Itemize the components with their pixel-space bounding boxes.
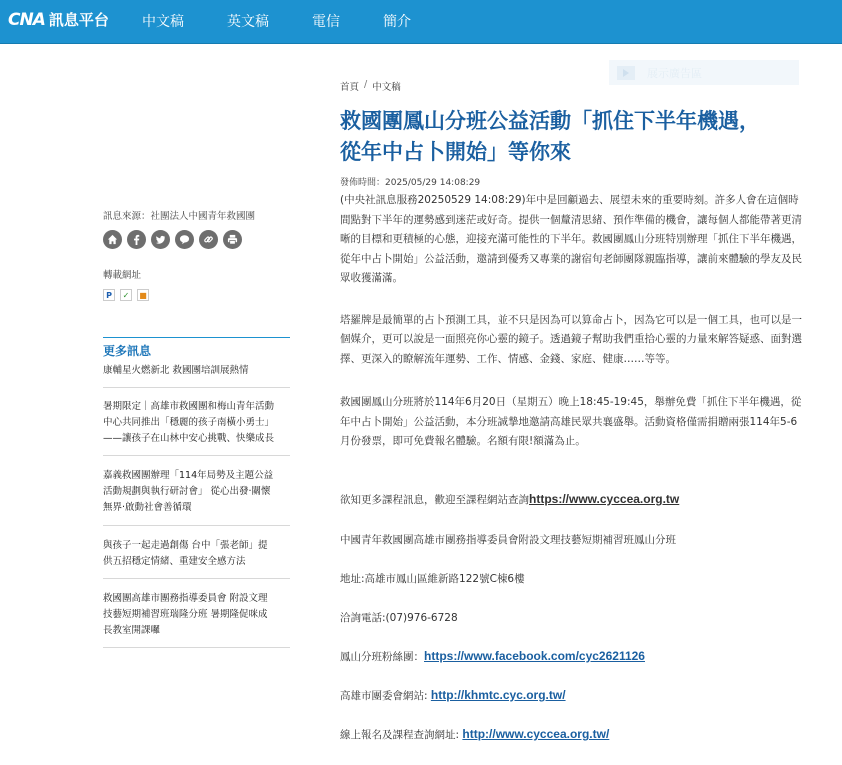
breadcrumb-home[interactable]: 首頁 [340,82,360,93]
twitter-icon[interactable] [151,230,170,249]
more-news-item[interactable] [103,388,290,456]
more-news-item[interactable] [103,456,290,526]
more-news-text: 長教室開課囉 [103,625,161,636]
khmtc-link[interactable]: http://khmtc.cyc.org.tw/ [430,688,566,702]
article-paragraph: (中央社訊息服務20250529 14:08:29)年中是回顧過去、展望未來的重要時刻。許多人會在這個時間點對下半年的運勢感到迷茫或好奇。提供一個釐清思緒、預作準備的機會，讓每個人都能帶著更清晰的目標和更積極的心態，迎接充滿可能性的下半年。救國團鳳山分班特別辦理「抓住下半年機遇，從年中占卜開始」公益活動，邀請到優秀又專業的謝宿旬老師團隊親臨指導，讓前來體驗的學友及民眾收獲滿滿。 [340,194,802,284]
address: 地址:高雄市鳳山區維新路122號C棟6樓 [340,573,525,585]
more-news-text: 活動規劃與執行研討會」 從心出發·關懷 [103,486,271,497]
khmtc-line [340,688,566,703]
article-paragraph: 塔羅牌是最簡單的占卜預測工具，並不只是因為可以算命占卜，因為它可以是一個工具，也可以是一個媒介，更可以說是一面照亮你心靈的鏡子。透過鏡子幫助我們重拾心靈的力量來解答疑惑、面對選擇、更深入的瞭解流年運勢、工作、情感、金錢、家庭、健康……等等。 [340,313,802,365]
link-icon[interactable] [199,230,218,249]
ad-text: 展示廣告區 [647,66,702,80]
more-news-text: 無界·啟動社會善循環 [103,502,192,513]
course-info-text: 欲知更多課程訊息，歡迎至課程網站查詢 [340,494,529,506]
ad-banner[interactable] [609,60,799,85]
more-news-list [103,363,290,648]
article-body [340,191,803,452]
phone: 洽詢電話:(07)976-6728 [340,612,458,624]
breadcrumb-separator: / [364,79,368,90]
more-news-text: 康輔星火燃新北 救國團培訓展熱情 [103,365,249,376]
article-title-line: 救國團鳳山分班公益活動「抓住下半年機遇， [340,109,760,133]
site-icon-p[interactable]: P [103,289,115,301]
more-news-text: 中心共同推出「穩麗的孩子南橫小勇士」 [103,417,275,428]
share-buttons [103,230,247,249]
news-source: 訊息來源：社團法人中國青年救國團 [103,211,256,222]
site-title: 訊息平台 [48,11,109,29]
nav-item-english[interactable]: 英文稿 [227,14,269,30]
more-news-item[interactable] [103,526,290,579]
more-news-text: 與孩子一起走過創傷 台中「張老師」提 [103,540,268,551]
more-news-text: 暑期限定｜高雄市救國團和梅山青年活動 [103,401,275,412]
facebook-label: 鳳山分班粉絲團： [340,651,424,663]
nav-item-telecom[interactable]: 電信 [312,14,340,30]
home-icon[interactable] [103,230,122,249]
site-icon-check[interactable]: ✓ [120,289,132,301]
course-info-line [340,492,679,507]
breadcrumb-category[interactable]: 中文稿 [372,82,401,93]
publish-time: 發佈時間：2025/05/29 14:08:29 [340,178,481,188]
online-registration-line [340,727,609,742]
article-paragraph: 救國團鳳山分班將於114年6月20日（星期五）晚上18:45-19:45，舉辦免費「抓住下半年機遇，從年中占卜開始」公益活動，本分班誠摯地邀請高雄民眾共襄盛舉。活動資格僅需捐贈兩張114年5-6月份發票，即可免費報名體驗。名額有限!額滿為止。 [340,396,802,447]
more-news-text: ——讓孩子在山林中安心挑戰、快樂成長 [103,433,275,444]
site-logo[interactable] [8,9,109,30]
more-news-text: 技藝短期補習班瑞隆分班 暑期隆促咪成 [103,609,268,620]
nav-item-chinese[interactable]: 中文稿 [142,14,184,30]
line-icon[interactable] [175,230,194,249]
main-nav [142,0,454,44]
more-news-text: 供五招穩定情緒、重建安全感方法 [103,556,246,567]
sidebar-divider [103,337,290,338]
online-registration-link[interactable]: http://www.cyccea.org.tw/ [462,727,610,741]
article-title-line: 從年中占卜開始」等你來 [340,140,571,164]
khmtc-label: 高雄市團委會網站: [340,690,431,702]
online-registration-label: 線上報名及課程查詢網址: [340,729,463,741]
breadcrumb [340,79,401,93]
article-title [340,106,800,168]
print-icon[interactable] [223,230,242,249]
facebook-icon[interactable] [127,230,146,249]
site-icon-square[interactable]: ■ [137,289,149,301]
cna-logo-mark: CNA [8,9,45,30]
course-website-link[interactable]: https://www.cyccea.org.tw [529,492,680,506]
organization-name: 中國青年救國團高雄市團務指導委員會附設文理技藝短期補習班鳳山分班 [340,534,676,546]
reprint-url-label: 轉載網址 [103,270,142,281]
play-icon [617,66,635,80]
facebook-line [340,649,645,664]
more-news-item[interactable] [103,579,290,648]
nav-item-about[interactable]: 簡介 [383,14,411,30]
more-news-text: 救國團高雄市團務指導委員會 附設文理 [103,593,268,604]
more-news-item[interactable] [103,363,290,388]
more-news-title: 更多訊息 [103,344,152,358]
top-nav-bar [0,0,842,44]
site-icon-row [103,289,154,301]
facebook-link[interactable]: https://www.facebook.com/cyc2621126 [424,649,645,663]
more-news-text: 嘉義救國團辦理「114年局勢及主題公益 [103,470,274,481]
